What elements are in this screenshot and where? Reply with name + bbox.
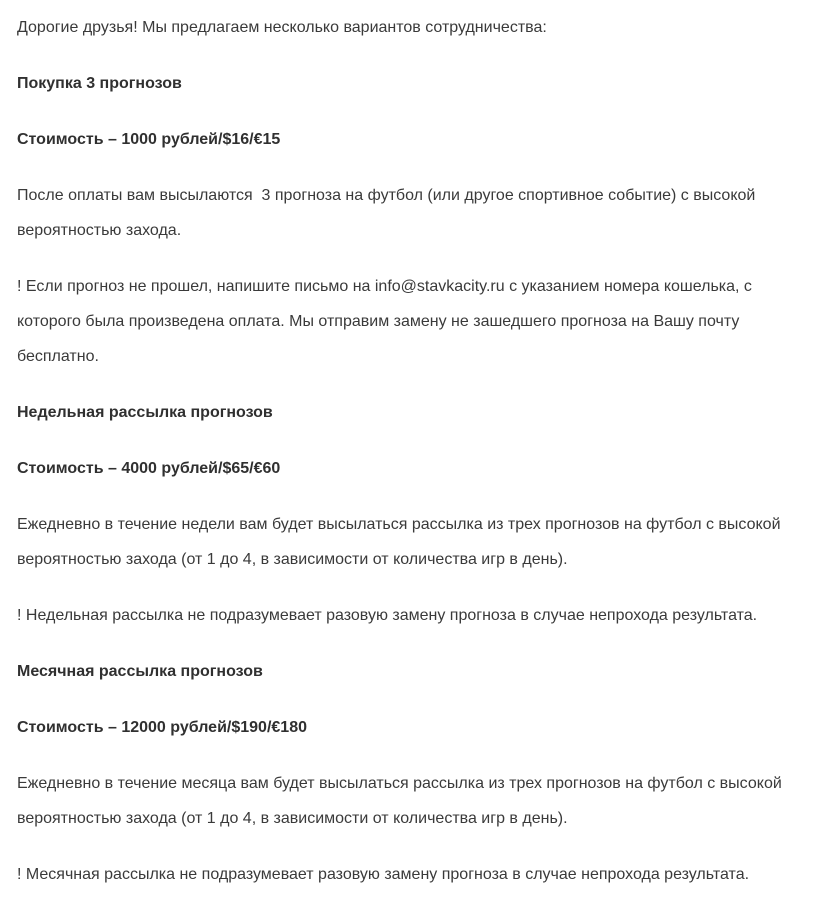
section-weekly-subscription: [17, 395, 817, 633]
section-price: Стоимость – 1000 рублей/$16/€15: [17, 131, 281, 148]
section-price: Стоимость – 4000 рублей/$65/€60: [17, 460, 281, 477]
section-description: После оплаты вам высылаются 3 прогноза на футбол (или другое спортивное событие) с высокой вероятностью захода.: [17, 187, 760, 239]
section-note: ! Если прогноз не прошел, напишите письмо на info@stavkacity.ru с указанием номера кошелька, с которого была произведена оплата. Мы отправим замену не зашедшего прогноза на Вашу почту бесплатно.: [17, 278, 757, 365]
intro-paragraph: Дорогие друзья! Мы предлагаем несколько вариантов сотрудничества:: [17, 19, 547, 36]
section-price: Стоимость – 12000 рублей/$190/€180: [17, 719, 307, 736]
section-heading: Месячная рассылка прогнозов: [17, 663, 263, 680]
section-heading: Покупка 3 прогнозов: [17, 75, 182, 92]
section-description: Ежедневно в течение месяца вам будет высылаться рассылка из трех прогнозов на футбол с высокой вероятностью захода (от 1 до 4, в зависимости от количества игр в день).: [17, 775, 787, 827]
section-buy-3-predictions: [17, 66, 817, 374]
section-heading: Недельная рассылка прогнозов: [17, 404, 273, 421]
section-monthly-subscription: [17, 654, 817, 892]
section-description: Ежедневно в течение недели вам будет высылаться рассылка из трех прогнозов на футбол с высокой вероятностью захода (от 1 до 4, в зависимости от количества игр в день).: [17, 516, 785, 568]
section-note: ! Месячная рассылка не подразумевает разовую замену прогноза в случае непрохода результата.: [17, 866, 750, 883]
section-note: ! Недельная рассылка не подразумевает разовую замену прогноза в случае непрохода результата.: [17, 607, 758, 624]
